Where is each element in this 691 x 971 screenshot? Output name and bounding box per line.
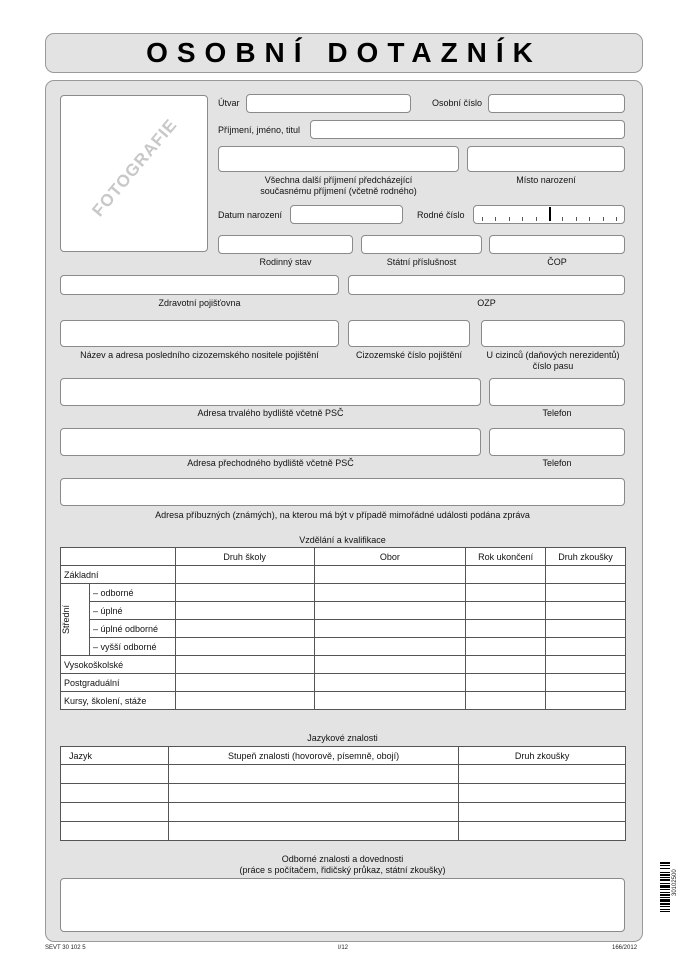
table-cell[interactable]: [175, 674, 314, 692]
education-row-label: Základní: [61, 566, 176, 584]
education-table: [60, 547, 626, 710]
table-cell[interactable]: [466, 584, 546, 602]
cizozemske-cislo-label: Cizozemské číslo pojištění: [355, 350, 463, 360]
languages-header-jazyk: Jazyk: [61, 747, 169, 765]
barcode-stripe: [660, 911, 670, 912]
education-header-obor: Obor: [314, 548, 466, 566]
rodinny-stav-label: Rodinný stav: [259, 257, 312, 267]
ozp-field[interactable]: [348, 275, 625, 295]
statni-prislusnost-label: Státní příslušnost: [386, 257, 457, 267]
barcode-stripe: [660, 865, 670, 866]
telefon1-label: Telefon: [542, 408, 572, 418]
table-cell[interactable]: [61, 765, 169, 784]
dalsi-prijmeni-field[interactable]: [218, 146, 459, 172]
ozp-label: OZP: [477, 298, 496, 308]
barcode-stripe: [660, 872, 670, 873]
adresa-prechodneho-label: Adresa přechodného bydliště včetně PSČ: [187, 458, 354, 468]
table-cell[interactable]: [314, 638, 466, 656]
table-cell[interactable]: [175, 692, 314, 710]
barcode-stripe: [660, 909, 670, 910]
table-cell[interactable]: [314, 566, 466, 584]
table-row: [61, 784, 626, 803]
stredni-group-cell: [61, 584, 90, 656]
table-cell[interactable]: [314, 674, 466, 692]
languages-title: Jazykové znalosti: [307, 733, 378, 743]
table-cell[interactable]: [314, 584, 466, 602]
adresa-trvaleho-label: Adresa trvalého bydliště včetně PSČ: [197, 408, 344, 418]
rodne-cislo-ticks: [482, 213, 616, 221]
education-row-label: Postgraduální: [61, 674, 176, 692]
u-cizincu-field[interactable]: [481, 320, 625, 347]
rodne-cislo-field[interactable]: [473, 205, 625, 224]
dalsi-prijmeni-label: Všechna další příjmení předcházející současnému příjmení (včetně rodného): [260, 175, 417, 196]
education-header-druh-skoly: Druh školy: [175, 548, 314, 566]
rodinny-stav-field[interactable]: [218, 235, 353, 254]
table-cell[interactable]: [546, 656, 626, 674]
cizozemske-cislo-field[interactable]: [348, 320, 470, 347]
table-cell[interactable]: [61, 803, 169, 822]
adresa-trvaleho-field[interactable]: [60, 378, 481, 406]
table-cell[interactable]: [459, 765, 626, 784]
utvar-field[interactable]: [246, 94, 411, 113]
adresa-pribuznych-field[interactable]: [60, 478, 625, 506]
barcode-stripe: [660, 874, 670, 876]
telefon1-field[interactable]: [489, 378, 625, 406]
table-cell[interactable]: [466, 620, 546, 638]
skills-title: Odborné znalosti a dovednosti: [281, 854, 404, 864]
table-cell[interactable]: [61, 822, 169, 841]
datum-narozeni-label: Datum narození: [218, 210, 283, 220]
table-cell[interactable]: [466, 692, 546, 710]
nazev-nositele-label: Název a adresa posledního cizozemského nositele pojištění: [80, 350, 319, 360]
barcode-stripe: [660, 897, 670, 898]
table-row: [61, 566, 626, 584]
barcode-stripe: [660, 879, 670, 881]
education-row-label: Kursy, školení, stáže: [61, 692, 176, 710]
table-cell[interactable]: [546, 638, 626, 656]
education-row-label: – odborné: [89, 584, 175, 602]
zdravotni-pojistovna-field[interactable]: [60, 275, 339, 295]
form-title: OSOBNÍ DOTAZNÍK: [146, 37, 542, 68]
languages-header-zkousky: Druh zkoušky: [459, 747, 626, 765]
table-cell[interactable]: [61, 784, 169, 803]
skills-field[interactable]: [60, 878, 625, 932]
table-row: [61, 692, 626, 710]
prijmeni-field[interactable]: [310, 120, 625, 139]
misto-narozeni-label: Místo narození: [516, 175, 576, 185]
education-header-empty: [61, 548, 176, 566]
table-cell[interactable]: [314, 656, 466, 674]
table-cell[interactable]: [546, 584, 626, 602]
table-row: [61, 656, 626, 674]
education-header-rok: Rok ukončení: [466, 548, 546, 566]
table-cell[interactable]: [466, 656, 546, 674]
table-cell[interactable]: [314, 602, 466, 620]
table-cell[interactable]: [466, 566, 546, 584]
cop-label: ČOP: [547, 257, 567, 267]
table-cell[interactable]: [546, 602, 626, 620]
barcode-stripe: [660, 906, 670, 907]
datum-narozeni-field[interactable]: [290, 205, 403, 224]
zdravotni-pojistovna-label: Zdravotní pojišťovna: [158, 298, 241, 308]
table-cell[interactable]: [546, 566, 626, 584]
footer-center: I/12: [338, 945, 349, 951]
table-cell[interactable]: [546, 620, 626, 638]
education-row-label: – úplné odborné: [89, 620, 175, 638]
barcode-stripe: [660, 877, 670, 878]
photo-watermark: FOTOGRAFIE: [88, 115, 181, 221]
table-cell[interactable]: [175, 638, 314, 656]
table-cell[interactable]: [175, 584, 314, 602]
barcode-stripe: [660, 862, 670, 864]
osobni-cislo-field[interactable]: [488, 94, 625, 113]
adresa-prechodneho-field[interactable]: [60, 428, 481, 456]
barcode-text: 30102500: [672, 869, 678, 896]
education-row-label: – úplné: [89, 602, 175, 620]
barcode-stripe: [660, 903, 670, 905]
table-cell[interactable]: [466, 674, 546, 692]
table-row: [61, 674, 626, 692]
table-row: [61, 638, 626, 656]
education-row-label: – vyšší odborné: [89, 638, 175, 656]
languages-header-stupen: Stupeň znalosti (hovorově, písemně, obojí): [168, 747, 458, 765]
barcode-stripe: [660, 894, 670, 896]
misto-narozeni-field[interactable]: [467, 146, 625, 172]
statni-prislusnost-field[interactable]: [361, 235, 482, 254]
footer-right: 166/2012: [612, 945, 638, 951]
table-cell[interactable]: [168, 822, 458, 841]
telefon2-label: Telefon: [542, 458, 572, 468]
table-row: [61, 765, 626, 784]
u-cizincu-label: U cizinců (daňových nerezidentů) číslo pasu: [486, 350, 620, 371]
barcode-stripe: [660, 889, 670, 890]
prijmeni-label: Příjmení, jméno, titul: [218, 125, 301, 135]
table-cell[interactable]: [466, 602, 546, 620]
table-cell[interactable]: [175, 620, 314, 638]
table-cell[interactable]: [168, 765, 458, 784]
education-row-label: Vysokoškolské: [61, 656, 176, 674]
education-header-zkousky: Druh zkoušky: [546, 548, 626, 566]
photo-box: [60, 95, 208, 252]
table-row: [61, 602, 626, 620]
barcode-stripe: [660, 899, 670, 902]
table-cell[interactable]: [168, 784, 458, 803]
table-cell[interactable]: [175, 602, 314, 620]
table-cell[interactable]: [546, 674, 626, 692]
barcode-stripe: [660, 885, 670, 888]
stredni-label: Střední: [61, 604, 71, 635]
telefon2-field[interactable]: [489, 428, 625, 456]
skills-subtitle: (práce s počítačem, řidičský průkaz, státní zkoušky): [239, 865, 446, 875]
rodne-cislo-label: Rodné číslo: [417, 210, 465, 220]
table-cell[interactable]: [459, 803, 626, 822]
table-cell[interactable]: [459, 784, 626, 803]
table-cell[interactable]: [314, 620, 466, 638]
languages-table: [60, 746, 626, 841]
table-row: [61, 620, 626, 638]
barcode-stripe: [660, 883, 670, 884]
table-cell[interactable]: [314, 692, 466, 710]
barcode-stripe: [660, 868, 670, 869]
cop-field[interactable]: [489, 235, 625, 254]
nazev-nositele-field[interactable]: [60, 320, 339, 347]
table-row: [61, 584, 626, 602]
table-row: [61, 822, 626, 841]
table-cell[interactable]: [546, 692, 626, 710]
osobni-cislo-label: Osobní číslo: [432, 98, 483, 108]
footer-left: SEVT 30 102 5: [45, 945, 86, 951]
barcode-stripe: [660, 892, 670, 893]
adresa-pribuznych-label: Adresa příbuzných (známých), na kterou má být v případě mimořádné události podána zpráva: [155, 510, 530, 520]
table-cell[interactable]: [466, 638, 546, 656]
table-cell[interactable]: [175, 656, 314, 674]
table-cell[interactable]: [459, 822, 626, 841]
table-cell[interactable]: [168, 803, 458, 822]
title-bar: [45, 33, 643, 73]
education-title: Vzdělání a kvalifikace: [299, 535, 386, 545]
table-cell[interactable]: [175, 566, 314, 584]
utvar-label: Útvar: [218, 98, 240, 108]
table-row: [61, 803, 626, 822]
